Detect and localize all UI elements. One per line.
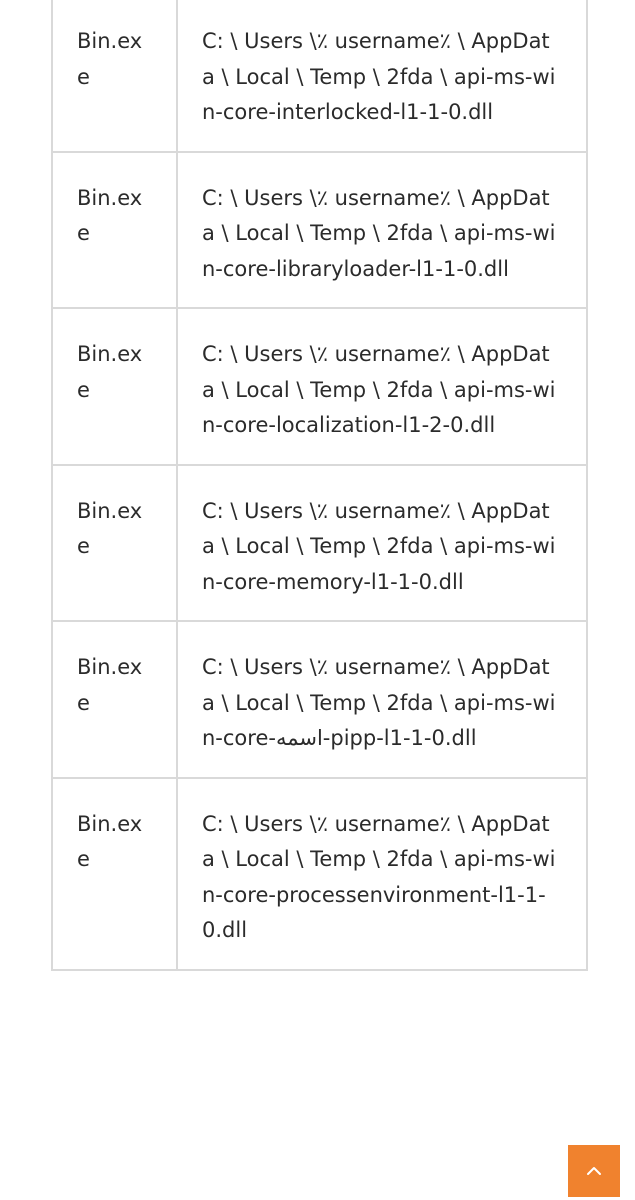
path-cell: C: \ Users \٪ username٪ \ AppData \ Local \ Temp \ 2fda \ api-ms-win-core-memory-l1-1-0.dll — [177, 465, 587, 622]
chevron-up-icon — [586, 1166, 602, 1176]
path-cell: C: \ Users \٪ username٪ \ AppData \ Local \ Temp \ 2fda \ api-ms-win-core-اسمه-pipp-l1-1-0.dll — [177, 621, 587, 778]
path-cell: C: \ Users \٪ username٪ \ AppData \ Local \ Temp \ 2fda \ api-ms-win-core-processenvironment-l1-1-0.dll — [177, 778, 587, 970]
path-cell: C: \ Users \٪ username٪ \ AppData \ Local \ Temp \ 2fda \ api-ms-win-core-libraryloader-l1-1-0.dll — [177, 152, 587, 309]
scroll-to-top-button[interactable] — [568, 1145, 620, 1197]
table-row — [52, 152, 587, 309]
exe-cell: Bin.exe — [52, 778, 177, 970]
exe-cell: Bin.exe — [52, 621, 177, 778]
path-cell: C: \ Users \٪ username٪ \ AppData \ Local \ Temp \ 2fda \ api-ms-win-core-localization-l1-2-0.dll — [177, 308, 587, 465]
table-row — [52, 0, 587, 152]
exe-cell: Bin.exe — [52, 465, 177, 622]
table-row — [52, 778, 587, 970]
exe-cell: Bin.exe — [52, 0, 177, 152]
table-row — [52, 465, 587, 622]
path-cell: C: \ Users \٪ username٪ \ AppData \ Local \ Temp \ 2fda \ api-ms-win-core-interlocked-l1-1-0.dll — [177, 0, 587, 152]
exe-cell: Bin.exe — [52, 308, 177, 465]
file-table — [51, 0, 588, 971]
table-row — [52, 621, 587, 778]
table-row — [52, 308, 587, 465]
exe-cell: Bin.exe — [52, 152, 177, 309]
